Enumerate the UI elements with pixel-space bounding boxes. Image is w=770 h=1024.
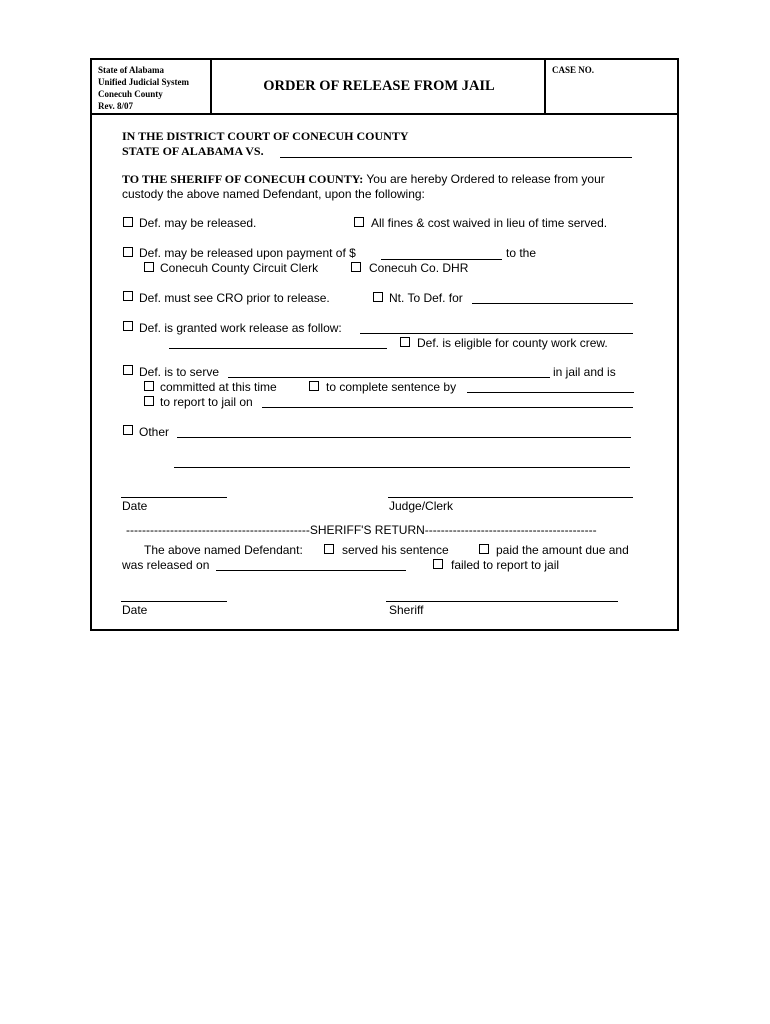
may-be-released-label: Def. may be released. bbox=[139, 216, 257, 230]
sheriff-date-line[interactable] bbox=[121, 601, 227, 602]
release-order-form bbox=[90, 58, 679, 631]
to-serve-label: Def. is to serve bbox=[139, 365, 220, 379]
judge-clerk-label: Judge/Clerk bbox=[389, 499, 454, 513]
fines-waived-label: All fines & cost waived in lieu of time served. bbox=[371, 216, 608, 230]
complete-sentence-label: to complete sentence by bbox=[326, 380, 457, 394]
agency-line: Unified Judicial System bbox=[98, 77, 190, 87]
agency-block bbox=[92, 60, 212, 113]
complete-sentence-checkbox[interactable] bbox=[309, 381, 319, 391]
judge-signature-line[interactable] bbox=[388, 497, 633, 498]
case-no-field[interactable] bbox=[544, 60, 677, 113]
return-lead-label: The above named Defendant: bbox=[144, 543, 303, 557]
agency-line: Rev. 8/07 bbox=[98, 101, 133, 111]
paid-amount-checkbox[interactable] bbox=[479, 544, 489, 554]
other-label: Other bbox=[139, 425, 170, 439]
to-the-label: to the bbox=[506, 246, 537, 260]
judge-date-line[interactable] bbox=[121, 497, 227, 498]
circuit-clerk-checkbox[interactable] bbox=[144, 262, 154, 272]
judge-date-label: Date bbox=[122, 499, 148, 513]
upon-payment-label: Def. may be released upon payment of $ bbox=[139, 246, 356, 260]
other-line[interactable] bbox=[177, 437, 631, 438]
payment-amount-line[interactable] bbox=[381, 259, 502, 260]
other-checkbox[interactable] bbox=[123, 425, 133, 435]
failed-to-report-label: failed to report to jail bbox=[451, 558, 560, 572]
nt-to-def-checkbox[interactable] bbox=[373, 292, 383, 302]
served-sentence-label: served his sentence bbox=[342, 543, 449, 557]
dhr-label: Conecuh Co. DHR bbox=[369, 261, 469, 275]
nt-to-def-label: Nt. To Def. for bbox=[389, 291, 463, 305]
report-to-jail-label: to report to jail on bbox=[160, 395, 253, 409]
sheriff-label: Sheriff bbox=[389, 603, 424, 617]
served-sentence-checkbox[interactable] bbox=[324, 544, 334, 554]
paid-amount-label: paid the amount due and bbox=[496, 543, 629, 557]
state-vs-label: STATE OF ALABAMA VS. bbox=[122, 144, 264, 158]
released-on-line[interactable] bbox=[216, 570, 406, 571]
complete-sentence-line[interactable] bbox=[467, 392, 634, 393]
see-cro-label: Def. must see CRO prior to release. bbox=[139, 291, 330, 305]
circuit-clerk-label: Conecuh County Circuit Clerk bbox=[160, 261, 319, 275]
in-jail-label: in jail and is bbox=[553, 365, 616, 379]
work-release-checkbox[interactable] bbox=[123, 321, 133, 331]
may-be-released-checkbox[interactable] bbox=[123, 217, 133, 227]
court-caption: IN THE DISTRICT COURT OF CONECUH COUNTY bbox=[122, 129, 409, 143]
form-title: ORDER OF RELEASE FROM JAIL bbox=[263, 78, 495, 94]
instruction-text bbox=[122, 172, 605, 186]
fines-waived-checkbox[interactable] bbox=[354, 217, 364, 227]
defendant-name-line[interactable] bbox=[280, 157, 632, 158]
failed-to-report-checkbox[interactable] bbox=[433, 559, 443, 569]
sheriffs-return-heading: ----------------------------------------------SHERIFF'S RETURN------------------------------------------- bbox=[126, 523, 597, 537]
report-date-line[interactable] bbox=[262, 407, 633, 408]
see-cro-checkbox[interactable] bbox=[123, 291, 133, 301]
agency-line: State of Alabama bbox=[98, 65, 164, 75]
form-header bbox=[92, 60, 677, 115]
sheriff-date-label: Date bbox=[122, 603, 148, 617]
upon-payment-checkbox[interactable] bbox=[123, 247, 133, 257]
nt-to-def-line[interactable] bbox=[472, 303, 633, 304]
dhr-checkbox[interactable] bbox=[351, 262, 361, 272]
released-on-label: was released on bbox=[122, 558, 210, 572]
county-work-crew-label: Def. is eligible for county work crew. bbox=[417, 336, 608, 350]
instruction-heading: TO THE SHERIFF OF CONECUH COUNTY: bbox=[122, 172, 364, 186]
county-work-crew-checkbox[interactable] bbox=[400, 337, 410, 347]
agency-line: Conecuh County bbox=[98, 89, 163, 99]
committed-checkbox[interactable] bbox=[144, 381, 154, 391]
other-line-2[interactable] bbox=[174, 467, 630, 468]
work-release-label: Def. is granted work release as follow: bbox=[139, 321, 342, 335]
work-release-line[interactable] bbox=[360, 333, 633, 334]
to-serve-checkbox[interactable] bbox=[123, 365, 133, 375]
committed-label: committed at this time bbox=[160, 380, 277, 394]
serve-term-line[interactable] bbox=[228, 377, 550, 378]
case-no-label: CASE NO. bbox=[552, 65, 595, 75]
instruction-line2: custody the above named Defendant, upon the following: bbox=[122, 187, 425, 201]
instruction-body: You are hereby Ordered to release from your bbox=[363, 172, 605, 186]
sheriff-signature-line[interactable] bbox=[386, 601, 618, 602]
report-to-jail-checkbox[interactable] bbox=[144, 396, 154, 406]
work-release-line-2[interactable] bbox=[169, 348, 387, 349]
